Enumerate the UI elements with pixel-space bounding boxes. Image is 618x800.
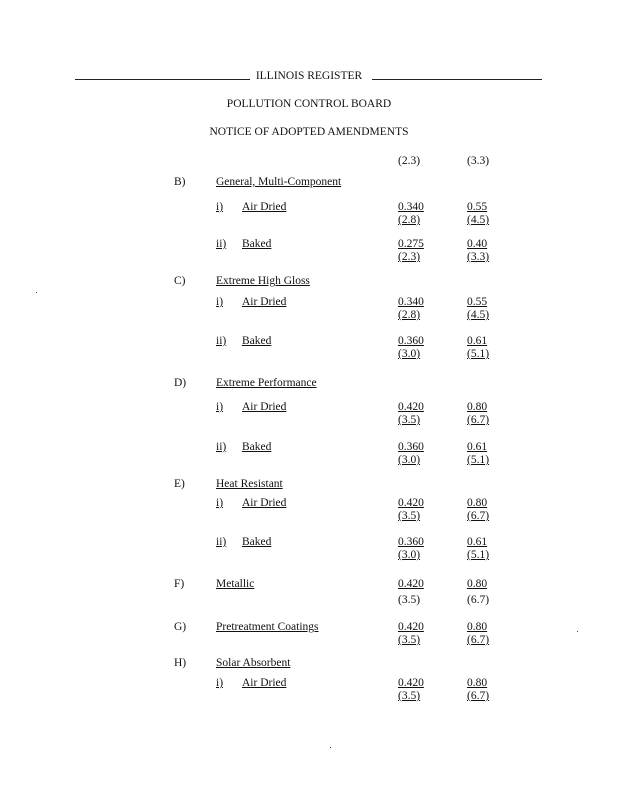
- sub-label: Air Dried: [242, 497, 287, 509]
- value-col2-alt: (6.7): [467, 594, 490, 606]
- column-header-1: (2.3): [398, 155, 421, 167]
- value-col2: 0.80: [467, 578, 488, 590]
- value-col2-alt: (6.7): [467, 634, 490, 646]
- value-col1-alt: (3.0): [398, 348, 421, 360]
- value-col1: 0.420: [398, 578, 424, 590]
- value-col1-alt: (3.5): [398, 690, 421, 702]
- sub-num: i): [216, 201, 224, 213]
- value-col2: 0.80: [467, 401, 488, 413]
- sub-num: i): [216, 497, 224, 509]
- value-col2: 0.55: [467, 201, 488, 213]
- value-col2: 0.61: [467, 441, 488, 453]
- value-col1-alt: (3.0): [398, 549, 421, 561]
- value-col2: 0.55: [467, 296, 488, 308]
- value-col1-alt: (2.8): [398, 214, 421, 226]
- value-col1: 0.420: [398, 621, 424, 633]
- value-col1: 0.275: [398, 238, 424, 250]
- value-col2-alt: (3.3): [467, 251, 490, 263]
- value-col1-alt: (3.5): [398, 510, 421, 522]
- register-title: ILLINOIS REGISTER: [255, 70, 363, 82]
- notice-title: NOTICE OF ADOPTED AMENDMENTS: [209, 126, 409, 138]
- section-letter: E): [174, 478, 185, 490]
- section-letter: H): [174, 657, 187, 669]
- agency-title: POLLUTION CONTROL BOARD: [226, 98, 392, 110]
- value-col1-alt: (3.5): [398, 414, 421, 426]
- value-col2-alt: (6.7): [467, 414, 490, 426]
- value-col2-alt: (5.1): [467, 549, 490, 561]
- value-col1: 0.340: [398, 296, 424, 308]
- value-col1: 0.340: [398, 201, 424, 213]
- scan-speck: [36, 292, 37, 293]
- sub-label: Baked: [242, 536, 272, 548]
- value-col1-alt: (2.3): [398, 251, 421, 263]
- value-col1: 0.420: [398, 677, 424, 689]
- scan-speck: [330, 747, 331, 748]
- section-title: Extreme Performance: [216, 377, 317, 389]
- sub-label: Air Dried: [242, 201, 287, 213]
- value-col2-alt: (6.7): [467, 510, 490, 522]
- column-header-2: (3.3): [467, 155, 490, 167]
- sub-label: Baked: [242, 441, 272, 453]
- section-title: Pretreatment Coatings: [216, 621, 319, 633]
- section-title: Extreme High Gloss: [216, 275, 310, 287]
- value-col1: 0.360: [398, 536, 424, 548]
- value-col1: 0.420: [398, 497, 424, 509]
- section-title: Heat Resistant: [216, 478, 283, 490]
- value-col1-alt: (3.5): [398, 634, 421, 646]
- sub-num: ii): [216, 238, 227, 250]
- section-title: Metallic: [216, 578, 255, 590]
- scan-speck: [577, 631, 578, 632]
- sub-label: Air Dried: [242, 296, 287, 308]
- sub-num: i): [216, 401, 224, 413]
- value-col2: 0.40: [467, 238, 488, 250]
- value-col2: 0.80: [467, 677, 488, 689]
- value-col1: 0.420: [398, 401, 424, 413]
- value-col1-alt: (3.0): [398, 454, 421, 466]
- sub-label: Baked: [242, 335, 272, 347]
- sub-num: i): [216, 296, 224, 308]
- sub-num: i): [216, 677, 224, 689]
- sub-num: ii): [216, 536, 227, 548]
- sub-num: ii): [216, 441, 227, 453]
- section-letter: G): [174, 621, 187, 633]
- value-col2-alt: (5.1): [467, 348, 490, 360]
- section-letter: F): [174, 578, 185, 590]
- sub-label: Air Dried: [242, 401, 287, 413]
- value-col2-alt: (4.5): [467, 309, 490, 321]
- value-col1: 0.360: [398, 335, 424, 347]
- section-letter: D): [174, 377, 187, 389]
- section-letter: B): [174, 176, 186, 188]
- sub-num: ii): [216, 335, 227, 347]
- sub-label: Baked: [242, 238, 272, 250]
- section-title: General, Multi-Component: [216, 176, 342, 188]
- section-title: Solar Absorbent: [216, 657, 291, 669]
- value-col2-alt: (5.1): [467, 454, 490, 466]
- value-col2: 0.80: [467, 621, 488, 633]
- value-col2: 0.61: [467, 536, 488, 548]
- value-col1: 0.360: [398, 441, 424, 453]
- section-letter: C): [174, 275, 186, 287]
- value-col1-alt: (2.8): [398, 309, 421, 321]
- value-col2: 0.61: [467, 335, 488, 347]
- value-col1-alt: (3.5): [398, 594, 421, 606]
- value-col2-alt: (4.5): [467, 214, 490, 226]
- value-col2: 0.80: [467, 497, 488, 509]
- value-col2-alt: (6.7): [467, 690, 490, 702]
- sub-label: Air Dried: [242, 677, 287, 689]
